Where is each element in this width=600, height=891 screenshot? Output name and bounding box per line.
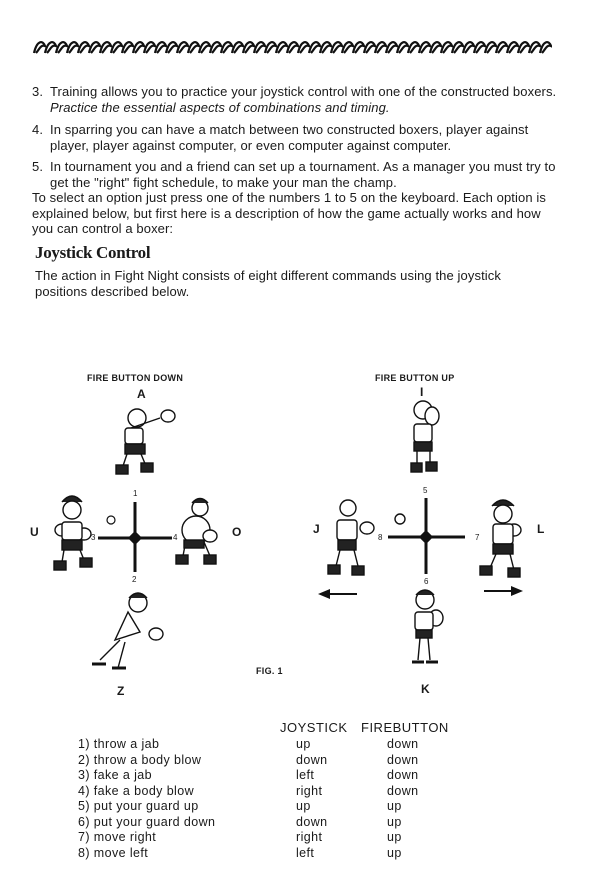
joystick-cell: left: [296, 845, 315, 860]
item-text: Training allows you to practice your joystick control with one of the constructed boxers.: [50, 84, 557, 99]
joystick-cell: right: [296, 783, 323, 798]
boxer-body-blow-figure: [92, 593, 163, 668]
table-header-joystick: JOYSTICK: [280, 720, 348, 735]
move-left-arrow-icon: [318, 589, 357, 599]
boxer-guard-down-figure: [412, 590, 443, 662]
joystick-right-icon: [388, 498, 465, 574]
item-number: 4.: [32, 122, 44, 137]
move-right-arrow-icon: [484, 586, 523, 596]
joystick-cell: down: [296, 814, 328, 829]
fire-cell: down: [387, 768, 419, 782]
joystick-num-8: 8: [378, 533, 383, 542]
command-cell: 7) move right: [78, 830, 157, 844]
command-cell: 2) throw a body blow: [78, 752, 202, 767]
boxer-fake-jab-figure: [54, 496, 92, 570]
fire-cell: up: [387, 845, 402, 860]
command-table: [0, 737, 600, 867]
joystick-cell: down: [296, 752, 328, 767]
fire-cell: down: [387, 783, 419, 798]
boxer-guard-up-figure: [411, 401, 439, 472]
option-item-5: [0, 159, 600, 191]
joystick-left-icon: [98, 502, 172, 572]
option-item-4: [0, 122, 600, 154]
fire-cell: up: [387, 830, 402, 844]
item-text: In tournament you and a friend can set up a tournament. As a manager you must try to get the "right" fight schedule, to make your man the champ.: [50, 159, 556, 190]
item-number: 3.: [32, 84, 44, 99]
fire-button-pressed-icon: [107, 516, 115, 524]
boxer-jab-figure: [116, 409, 175, 474]
decorative-rope-border: [32, 38, 552, 58]
intro-paragraph: To select an option just press one of the numbers 1 to 5 on the keyboard. Each option is explained below, but first here is a description of how the game actually works and how you can control a boxer:: [32, 190, 546, 236]
letter-j: J: [313, 522, 320, 536]
letter-o: O: [232, 525, 242, 539]
section-body: The action in Fight Night consists of eight different commands using the joystick positions described below.: [35, 268, 501, 299]
command-cell: 5) put your guard up: [78, 799, 199, 813]
letter-i: I: [420, 385, 424, 399]
joystick-figure: [0, 380, 600, 690]
fire-button-up-label: FIRE BUTTON UP: [375, 373, 455, 383]
fire-button-released-icon: [395, 514, 405, 524]
item-italic-text: Practice the essential aspects of combinations and timing.: [50, 99, 390, 115]
fire-cell: down: [387, 737, 419, 751]
command-cell: 4) fake a body blow: [78, 783, 194, 798]
boxer-move-right-figure: [480, 500, 521, 577]
joystick-num-7: 7: [475, 533, 480, 542]
joystick-num-3: 3: [91, 533, 96, 542]
letter-l: L: [537, 522, 545, 536]
joystick-cell: up: [296, 799, 311, 813]
letter-a: A: [137, 387, 146, 401]
letter-z: Z: [117, 684, 125, 698]
fire-cell: up: [387, 814, 402, 829]
joystick-num-4: 4: [173, 533, 178, 542]
boxer-move-left-figure: [328, 500, 374, 575]
letter-k: K: [421, 682, 430, 696]
item-text: In sparring you can have a match between two constructed boxers, player against player, player against computer, or even computer against computer.: [50, 122, 529, 153]
joystick-num-6: 6: [424, 577, 429, 586]
item-number: 5.: [32, 159, 44, 174]
joystick-cell: left: [296, 768, 315, 782]
command-cell: 8) move left: [78, 845, 149, 860]
table-header-firebutton: FIREBUTTON: [361, 720, 449, 735]
joystick-cell: right: [296, 830, 323, 844]
joystick-num-5: 5: [423, 486, 428, 495]
section-heading: Joystick Control: [35, 243, 151, 262]
joystick-num-1: 1: [133, 489, 138, 498]
fire-cell: up: [387, 799, 402, 813]
command-cell: 3) fake a jab: [78, 768, 152, 782]
joystick-num-2: 2: [132, 575, 137, 584]
command-cell: 6) put your guard down: [78, 814, 216, 829]
boxer-fake-body-blow-figure: [176, 499, 217, 565]
option-item-3: [0, 84, 600, 116]
letter-u: U: [30, 525, 39, 539]
figure-caption: FIG. 1: [256, 666, 283, 676]
fire-cell: down: [387, 752, 419, 767]
command-cell: 1) throw a jab: [78, 737, 160, 751]
joystick-cell: up: [296, 737, 311, 751]
fire-button-down-label: FIRE BUTTON DOWN: [87, 373, 184, 383]
